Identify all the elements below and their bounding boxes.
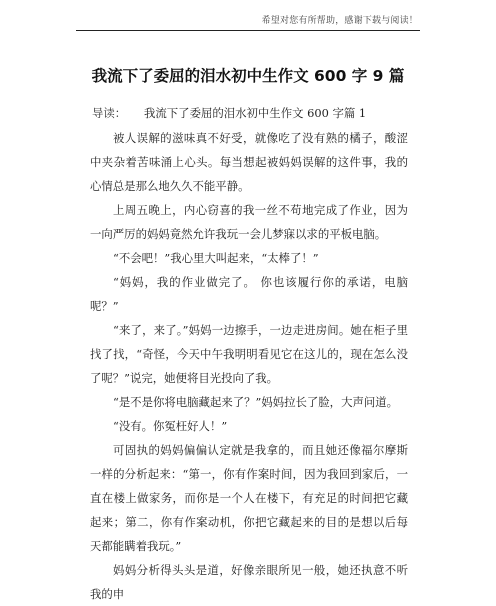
paragraph: “妈妈，我的作业做完了。 你也该履行你的承诺，电脑呢？”: [90, 275, 408, 313]
lead-text: 我流下了委屈的泪水初中生作文 600 字篇 1: [144, 106, 367, 120]
header-divider: [76, 30, 420, 31]
paragraph: 被人误解的滋味真不好受，就像吃了没有熟的橘子，酸涩中夹杂着苦味涌上心头。每当想起被妈妈误解的这件事，我的心情总是那么地久久不能平静。: [90, 131, 408, 193]
paragraph: “来了，来了。”妈妈一边擦手，一边走进房间。她在柜子里找了找，“奇怪，今天中午我明明看见它在这儿的，现在怎么没了呢？”说完，她便将目光投向了我。: [90, 323, 408, 385]
paragraph: 可固执的妈妈偏偏认定就是我拿的，而且她还像福尔摩斯一样的分析起来：“第一，你有作案时间，因为我回到家后，一直在楼上做家务，而你是一个人在楼下，有充足的时间把它藏起来；第二，你有作案动机，你把它藏起来的目的是想以后每天都能瞒着我玩。”: [90, 443, 408, 553]
lead-label: 导读：: [92, 106, 127, 120]
document-body: [90, 101, 408, 606]
paragraph: “没有。你冤枉好人！”: [113, 419, 228, 433]
paragraph: 上周五晚上，内心窃喜的我一丝不苟地完成了作业，因为一向严厉的妈妈竟然允许我玩一会儿梦寐以求的平板电脑。: [90, 203, 408, 241]
lead-line: [90, 101, 408, 125]
paragraph: 妈妈分析得头头是道，好像亲眼所见一般，她还执意不听我的申: [90, 563, 408, 601]
document-title: 我流下了委屈的泪水初中生作文 600 字 9 篇: [91, 67, 405, 85]
paragraph: “不会吧！”我心里大叫起来，“太棒了！”: [113, 251, 319, 265]
header-note: 希望对您有所帮助，感谢下载与阅读！: [261, 16, 418, 26]
paragraph: “是不是你将电脑藏起来了？”妈妈拉长了脸，大声问道。: [113, 395, 399, 409]
